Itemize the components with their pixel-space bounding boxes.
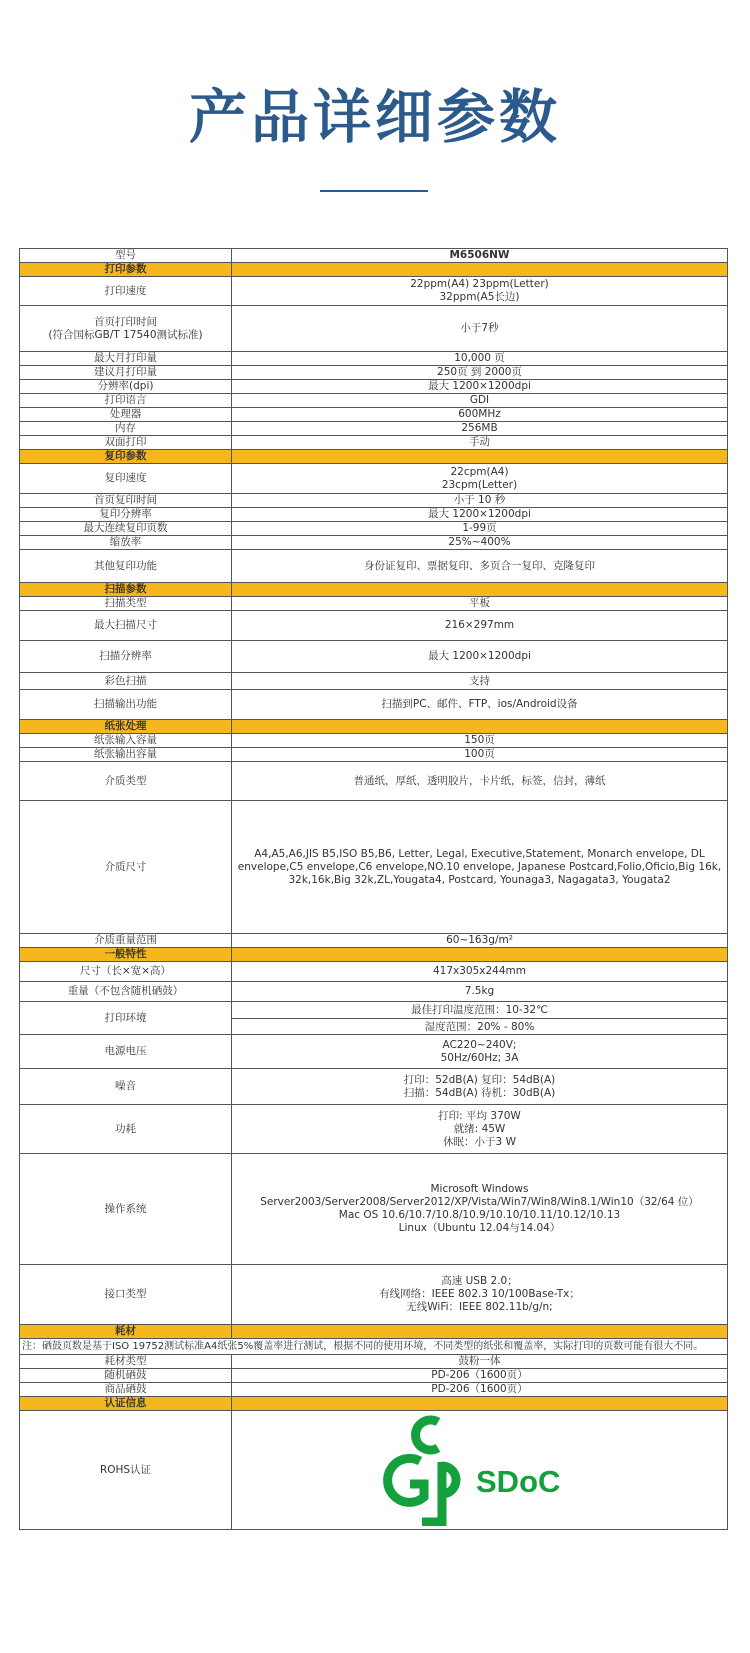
table-row [20, 1369, 728, 1383]
spec-value-line: 高速 USB 2.0； [441, 1275, 518, 1287]
spec-value [232, 1411, 728, 1530]
spec-value-line: Server2003/Server2008/Server2012/XP/Vista/Win7/Win8/Win8.1/Win10（32/64 位） [260, 1196, 699, 1208]
spec-label: 扫描分辨率 [20, 641, 232, 673]
spec-value: 10,000 页 [232, 352, 728, 366]
spec-value-line: 最佳打印温度范围：10-32℃ [411, 1004, 548, 1016]
spec-value: PD-206（1600页） [232, 1369, 728, 1383]
logo-upper-c-stroke [415, 1420, 437, 1450]
table-row [20, 1105, 728, 1154]
spec-value [232, 1154, 728, 1265]
spec-label: 商品硒鼓 [20, 1383, 232, 1397]
spec-value: PD-206（1600页） [232, 1383, 728, 1397]
table-row [20, 611, 728, 641]
spec-label: 复印速度 [20, 464, 232, 494]
spec-label: 建议月打印量 [20, 366, 232, 380]
table-row [20, 277, 728, 306]
spec-value-line: Microsoft Windows [430, 1183, 529, 1195]
spec-value [232, 1265, 728, 1325]
spec-label: 最大连续复印页数 [20, 522, 232, 536]
spec-value-line: 有线网络：IEEE 802.3 10/100Base-Tx； [379, 1288, 580, 1300]
spec-value [232, 1035, 728, 1069]
spec-label: 介质重量范围 [20, 934, 232, 948]
spec-label: 最大扫描尺寸 [20, 611, 232, 641]
spec-label: 其他复印功能 [20, 550, 232, 583]
spec-label: 彩色扫描 [20, 673, 232, 690]
spec-value: 100页 [232, 748, 728, 762]
spec-label: 扫描输出功能 [20, 690, 232, 720]
table-row [20, 464, 728, 494]
table-row [20, 536, 728, 550]
spec-value-line: Mac OS 10.6/10.7/10.8/10.9/10.10/10.11/10.12/10.13 [338, 1209, 621, 1221]
table-row [20, 962, 728, 982]
spec-label: 尺寸（长×宽×高） [20, 962, 232, 982]
sdoc-logo-icon [380, 1414, 580, 1526]
table-row [20, 934, 728, 948]
table-row [20, 550, 728, 583]
table-row [20, 748, 728, 762]
logo-g-stroke [387, 1458, 423, 1502]
spec-value-line: 22ppm(A4) 23ppm(Letter) [410, 278, 549, 290]
spec-label: 重量（不包含随机硒鼓） [20, 982, 232, 1002]
section-header-print [20, 263, 728, 277]
section-title: 一般特性 [20, 948, 232, 962]
table-row [20, 1383, 728, 1397]
table-row [20, 1069, 728, 1105]
section-header-certification [20, 1397, 728, 1411]
spec-value-line: 无线WiFi：IEEE 802.11b/g/n; [406, 1301, 553, 1313]
spec-label: 噪音 [20, 1069, 232, 1105]
table-row [20, 352, 728, 366]
spec-value-line: 打印: 平均 370W [438, 1109, 521, 1122]
spec-label-line: 首页打印时间 [94, 315, 157, 328]
table-row [20, 306, 728, 352]
table-row [20, 597, 728, 611]
section-header-scan [20, 583, 728, 597]
section-title: 扫描参数 [20, 583, 232, 597]
spec-value: 150页 [232, 734, 728, 748]
spec-label: 双面打印 [20, 436, 232, 450]
spec-label [20, 306, 232, 352]
spec-label: 电源电压 [20, 1035, 232, 1069]
spec-label: 功耗 [20, 1105, 232, 1154]
spec-label: 内存 [20, 422, 232, 436]
spec-value: 最大 1200×1200dpi [232, 380, 728, 394]
spec-label: 处理器 [20, 408, 232, 422]
table-row [20, 422, 728, 436]
table-row [20, 641, 728, 673]
table-row [20, 1339, 728, 1355]
table-row [20, 249, 728, 263]
spec-value: 60~163g/m² [232, 934, 728, 948]
spec-value-line: 22cpm(A4) [450, 465, 509, 478]
spec-value [232, 1002, 728, 1035]
section-header-consumables [20, 1325, 728, 1339]
spec-value: 417x305x244mm [232, 962, 728, 982]
table-row [20, 762, 728, 801]
title-underline [320, 190, 428, 192]
spec-value-line: AC220~240V; [442, 1038, 517, 1051]
table-row [20, 408, 728, 422]
spec-value: 小于 10 秒 [232, 494, 728, 508]
table-row [20, 734, 728, 748]
table-row [20, 1411, 728, 1530]
table-row [20, 1154, 728, 1265]
spec-value [232, 277, 728, 306]
spec-label: 打印环境 [20, 1002, 232, 1035]
spec-value: M6506NW [232, 249, 728, 263]
spec-table [19, 248, 728, 1530]
consumables-note: 注：硒鼓页数是基于ISO 19752测试标准A4纸张5%覆盖率进行测试，根据不同的使用环境，不同类型的纸张和覆盖率，实际打印的页数可能有很大不同。 [20, 1339, 728, 1355]
spec-value: GDI [232, 394, 728, 408]
spec-label: 随机硒鼓 [20, 1369, 232, 1383]
table-row [20, 494, 728, 508]
spec-value: 鼓粉一体 [232, 1355, 728, 1369]
spec-value-line: 扫描：54dB(A) 待机：30dB(A) [403, 1086, 556, 1099]
spec-value-line: 打印：52dB(A) 复印：54dB(A) [403, 1073, 556, 1086]
spec-value-line: Linux（Ubuntu 12.04与14.04） [398, 1222, 561, 1234]
spec-value: 最大 1200×1200dpi [232, 641, 728, 673]
spec-value: 7.5kg [232, 982, 728, 1002]
table-row [20, 366, 728, 380]
spec-value: 平板 [232, 597, 728, 611]
spec-value-line: 就绪: 45W [453, 1122, 506, 1135]
spec-label: 介质尺寸 [20, 801, 232, 934]
spec-value: 身份证复印、票据复印、多页合一复印、克隆复印 [232, 550, 728, 583]
table-row [20, 394, 728, 408]
table-row [20, 508, 728, 522]
spec-label: 最大月打印量 [20, 352, 232, 366]
spec-value-line: 湿度范围：20% - 80% [232, 1018, 727, 1034]
spec-value: 256MB [232, 422, 728, 436]
spec-value: 600MHz [232, 408, 728, 422]
spec-value-line: 23cpm(Letter) [441, 478, 518, 491]
spec-value: 手动 [232, 436, 728, 450]
table-row [20, 1265, 728, 1325]
spec-label: 分辨率(dpi) [20, 380, 232, 394]
spec-value: 支持 [232, 673, 728, 690]
section-title: 耗材 [20, 1325, 232, 1339]
section-header-paper [20, 720, 728, 734]
section-title: 认证信息 [20, 1397, 232, 1411]
table-row [20, 1035, 728, 1069]
spec-label: 扫描类型 [20, 597, 232, 611]
spec-label: 型号 [20, 249, 232, 263]
page-title: 产品详细参数 [188, 83, 561, 151]
spec-label: 复印分辨率 [20, 508, 232, 522]
table-row [20, 1002, 728, 1035]
spec-value: 小于7秒 [232, 306, 728, 352]
spec-value: 扫描到PC、邮件、FTP、ios/Android设备 [232, 690, 728, 720]
spec-value-line: 50Hz/60Hz; 3A [440, 1051, 519, 1064]
spec-label: ROHS认证 [20, 1411, 232, 1530]
logo-text: SDoC [475, 1464, 560, 1499]
table-row [20, 690, 728, 720]
section-title: 打印参数 [20, 263, 232, 277]
spec-value-line: 休眠：小于3 W [443, 1135, 516, 1148]
table-row [20, 673, 728, 690]
spec-label: 介质类型 [20, 762, 232, 801]
spec-value: 普通纸，厚纸，透明胶片，卡片纸，标签，信封，薄纸 [232, 762, 728, 801]
spec-value [232, 464, 728, 494]
table-row [20, 436, 728, 450]
spec-label: 缩放率 [20, 536, 232, 550]
spec-label: 纸张输入容量 [20, 734, 232, 748]
table-row [20, 380, 728, 394]
spec-value-line: 32ppm(A5长边) [439, 291, 520, 303]
spec-label: 纸张输出容量 [20, 748, 232, 762]
spec-value: 216×297mm [232, 611, 728, 641]
table-row [20, 1355, 728, 1369]
spec-label: 接口类型 [20, 1265, 232, 1325]
table-row [20, 522, 728, 536]
section-header-copy [20, 450, 728, 464]
spec-label: 打印速度 [20, 277, 232, 306]
table-row [20, 982, 728, 1002]
section-title: 复印参数 [20, 450, 232, 464]
spec-label: 打印语言 [20, 394, 232, 408]
table-row [20, 801, 728, 934]
spec-value: A4,A5,A6,JIS B5,ISO B5,B6, Letter, Legal, Executive,Statement, Monarch envelope, DL envelope,C5 envelope,C6 envelope,NO.10 envelope, Japanese Postcard,Folio,Oficio,Big 16k, 32k,16k,Big 32k,ZL,Yougata4, Postcard, Younaga3, Nagagata3, Yougata2 [232, 801, 728, 934]
spec-label: 首页复印时间 [20, 494, 232, 508]
section-header-general [20, 948, 728, 962]
spec-value [232, 1069, 728, 1105]
spec-value: 最大 1200×1200dpi [232, 508, 728, 522]
spec-label: 耗材类型 [20, 1355, 232, 1369]
spec-value: 25%~400% [232, 536, 728, 550]
spec-value: 1-99页 [232, 522, 728, 536]
spec-value: 250页 到 2000页 [232, 366, 728, 380]
section-title: 纸张处理 [20, 720, 232, 734]
spec-label-line: (符合国标GB/T 17540测试标准) [48, 328, 203, 341]
spec-value [232, 1105, 728, 1154]
spec-label: 操作系统 [20, 1154, 232, 1265]
